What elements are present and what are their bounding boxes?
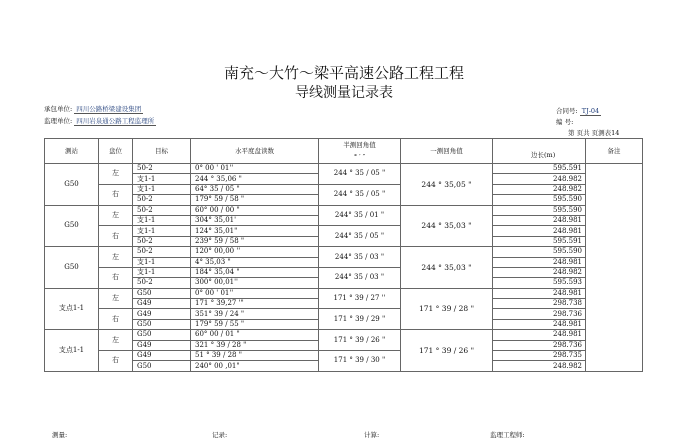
reading-cell: 179° 59 / 58 " bbox=[191, 195, 319, 205]
reading-cell: 239° 59 / 58 " bbox=[191, 236, 319, 246]
reading-cell: 60° 00 / 01 " bbox=[191, 330, 319, 340]
half-angle-cell: 244° 35 / 01 " bbox=[319, 205, 401, 226]
reading-cell: 179° 59 / 55 " bbox=[191, 319, 319, 329]
station-cell: G50 bbox=[45, 205, 99, 247]
target-cell: 支1-1 bbox=[133, 226, 191, 236]
table-row bbox=[45, 247, 643, 257]
distance-cell: 298.735 bbox=[493, 351, 586, 361]
position-cell: 右 bbox=[99, 309, 133, 330]
target-cell: G49 bbox=[133, 309, 191, 319]
supervisor-value: 四川岩泉通公路工程监理所 bbox=[76, 117, 155, 125]
distance-cell: 248.982 bbox=[493, 184, 586, 194]
reading-cell: 304° 35,01' bbox=[191, 215, 319, 225]
distance-cell: 248.981 bbox=[493, 257, 586, 267]
target-cell: G50 bbox=[133, 330, 191, 340]
distance-cell: 595.590 bbox=[493, 205, 586, 215]
reading-cell: 300° 00,01'' bbox=[191, 278, 319, 288]
page-info: 第 页共 页测表14 bbox=[568, 129, 620, 137]
remark-cell bbox=[586, 164, 643, 372]
distance-cell: 248.981 bbox=[493, 288, 586, 298]
station-cell: G50 bbox=[45, 164, 99, 206]
half-angle-cell: 171 ° 39 / 27 '' bbox=[319, 288, 401, 309]
position-cell: 右 bbox=[99, 184, 133, 205]
target-cell: 50-2 bbox=[133, 247, 191, 257]
target-cell: G49 bbox=[133, 351, 191, 361]
header-one: 一测回角值 bbox=[401, 139, 493, 164]
station-cell: 支点1-1 bbox=[45, 288, 99, 330]
header-half-label: 半测回角值 bbox=[343, 141, 376, 149]
page-subtitle: 导线测量记录表 bbox=[295, 85, 393, 101]
half-angle-cell: 171 ° 39 / 29 " bbox=[319, 309, 401, 330]
distance-cell: 595.591 bbox=[493, 236, 586, 246]
supervisor-row bbox=[44, 116, 156, 125]
header-half bbox=[319, 139, 401, 164]
header-half-units: ° ′ ″ bbox=[353, 152, 366, 161]
reading-cell: 51 ° 39 / 28 " bbox=[191, 351, 319, 361]
target-cell: 50-2 bbox=[133, 205, 191, 215]
contract-no-value: TJ-04 bbox=[581, 107, 600, 115]
target-cell: 50-2 bbox=[133, 164, 191, 174]
distance-cell: 248.982 bbox=[493, 361, 586, 371]
contractor-label: 承包单位: bbox=[44, 105, 73, 113]
distance-cell: 298.736 bbox=[493, 340, 586, 350]
distance-cell: 248.981 bbox=[493, 330, 586, 340]
target-cell: G50 bbox=[133, 361, 191, 371]
position-cell: 右 bbox=[99, 351, 133, 372]
target-cell: 支1-1 bbox=[133, 215, 191, 225]
distance-cell: 595.593 bbox=[493, 278, 586, 288]
footer-record: 记录: bbox=[212, 431, 228, 439]
distance-cell: 248.982 bbox=[493, 174, 586, 184]
reading-cell: 0° 00 ' 01'' bbox=[191, 288, 319, 298]
reading-cell: 321 ° 39 / 28 " bbox=[191, 340, 319, 350]
one-angle-cell: 244 ° 35,05 " bbox=[401, 164, 493, 206]
position-cell: 左 bbox=[99, 288, 133, 309]
position-cell: 左 bbox=[99, 330, 133, 351]
half-angle-cell: 244° 35 / 03 " bbox=[319, 267, 401, 288]
contractor-value: 四川公路桥梁建设集团 bbox=[76, 105, 142, 113]
reading-cell: 64° 35 / 05 " bbox=[191, 184, 319, 194]
number-label: 编 号: bbox=[556, 118, 574, 126]
half-angle-cell: 171 ° 39 / 26 " bbox=[319, 330, 401, 351]
reading-cell: 244 ° 35,06 " bbox=[191, 174, 319, 184]
table-row bbox=[45, 184, 643, 194]
position-cell: 左 bbox=[99, 164, 133, 185]
footer-engineer: 监理工程师: bbox=[490, 431, 525, 439]
target-cell: 支1-1 bbox=[133, 174, 191, 184]
target-cell: 50-2 bbox=[133, 278, 191, 288]
supervisor-label: 监理单位: bbox=[44, 117, 73, 125]
one-angle-cell: 244 ° 35,03 " bbox=[401, 247, 493, 289]
target-cell: 支1-1 bbox=[133, 257, 191, 267]
position-cell: 右 bbox=[99, 226, 133, 247]
reading-cell: 0° 00 ' 01'' bbox=[191, 164, 319, 174]
target-cell: 50-2 bbox=[133, 236, 191, 246]
station-cell: 支点1-1 bbox=[45, 330, 99, 372]
header-side-label: 边长(m) bbox=[531, 150, 556, 159]
header-position: 盘位 bbox=[99, 139, 133, 164]
reading-cell: 351° 39 / 24 " bbox=[191, 309, 319, 319]
position-cell: 左 bbox=[99, 205, 133, 226]
target-cell: G49 bbox=[133, 299, 191, 309]
half-angle-cell: 171 ° 39 / 30 " bbox=[319, 351, 401, 372]
table-row bbox=[45, 226, 643, 236]
distance-cell: 248.981 bbox=[493, 226, 586, 236]
table-row bbox=[45, 288, 643, 298]
reading-cell: 184° 35,04 " bbox=[191, 267, 319, 277]
header-target: 目标 bbox=[133, 139, 191, 164]
position-cell: 左 bbox=[99, 247, 133, 268]
one-angle-cell: 171 ° 39 / 28 " bbox=[401, 288, 493, 330]
target-cell: 50-2 bbox=[133, 195, 191, 205]
distance-cell: 298.738 bbox=[493, 299, 586, 309]
table-row bbox=[45, 267, 643, 277]
target-cell: 支1-1 bbox=[133, 267, 191, 277]
table-row bbox=[45, 351, 643, 361]
one-angle-cell: 244 ° 35,03 " bbox=[401, 205, 493, 247]
distance-cell: 248.982 bbox=[493, 267, 586, 277]
half-angle-cell: 244° 35 / 03 " bbox=[319, 247, 401, 268]
target-cell: G50 bbox=[133, 288, 191, 298]
contract-no-label: 合同号: bbox=[556, 107, 578, 115]
half-angle-cell: 244° 35 / 05 " bbox=[319, 226, 401, 247]
distance-cell: 298.736 bbox=[493, 309, 586, 319]
reading-cell: 120° 00,00 '' bbox=[191, 247, 319, 257]
footer-measure: 测量: bbox=[52, 431, 68, 439]
page-title: 南充〜大竹〜梁平高速公路工程工程 bbox=[223, 64, 464, 82]
footer-calc: 计算: bbox=[364, 431, 380, 439]
reading-cell: 4° 35,03 " bbox=[191, 257, 319, 267]
header-remark: 备注 bbox=[586, 139, 643, 164]
position-cell: 右 bbox=[99, 267, 133, 288]
reading-cell: 60° 00 / 00 " bbox=[191, 205, 319, 215]
distance-cell: 595.590 bbox=[493, 247, 586, 257]
reading-cell: 124° 35,01" bbox=[191, 226, 319, 236]
table-row bbox=[45, 205, 643, 215]
table-row bbox=[45, 330, 643, 340]
contract-no-row bbox=[556, 106, 601, 115]
header-side bbox=[493, 139, 586, 164]
half-angle-cell: 244 ° 35 / 05 " bbox=[319, 184, 401, 205]
header-horizontal: 水平度盘读数 bbox=[191, 139, 319, 164]
target-cell: G49 bbox=[133, 340, 191, 350]
survey-table bbox=[44, 138, 643, 372]
distance-cell: 248.981 bbox=[493, 319, 586, 329]
table-row bbox=[45, 309, 643, 319]
header-station: 测站 bbox=[45, 139, 99, 164]
reading-cell: 240° 00 ,01" bbox=[191, 361, 319, 371]
distance-cell: 248.981 bbox=[493, 215, 586, 225]
header-row bbox=[45, 139, 643, 164]
table-row bbox=[45, 164, 643, 174]
reading-cell: 171 ° 39,27 '" bbox=[191, 299, 319, 309]
half-angle-cell: 244 ° 35 / 05 " bbox=[319, 164, 401, 185]
distance-cell: 595.591 bbox=[493, 164, 586, 174]
target-cell: 支1-1 bbox=[133, 184, 191, 194]
target-cell: G50 bbox=[133, 319, 191, 329]
distance-cell: 595.590 bbox=[493, 195, 586, 205]
one-angle-cell: 171 ° 39 / 26 " bbox=[401, 330, 493, 372]
station-cell: G50 bbox=[45, 247, 99, 289]
contractor-row bbox=[44, 104, 143, 113]
